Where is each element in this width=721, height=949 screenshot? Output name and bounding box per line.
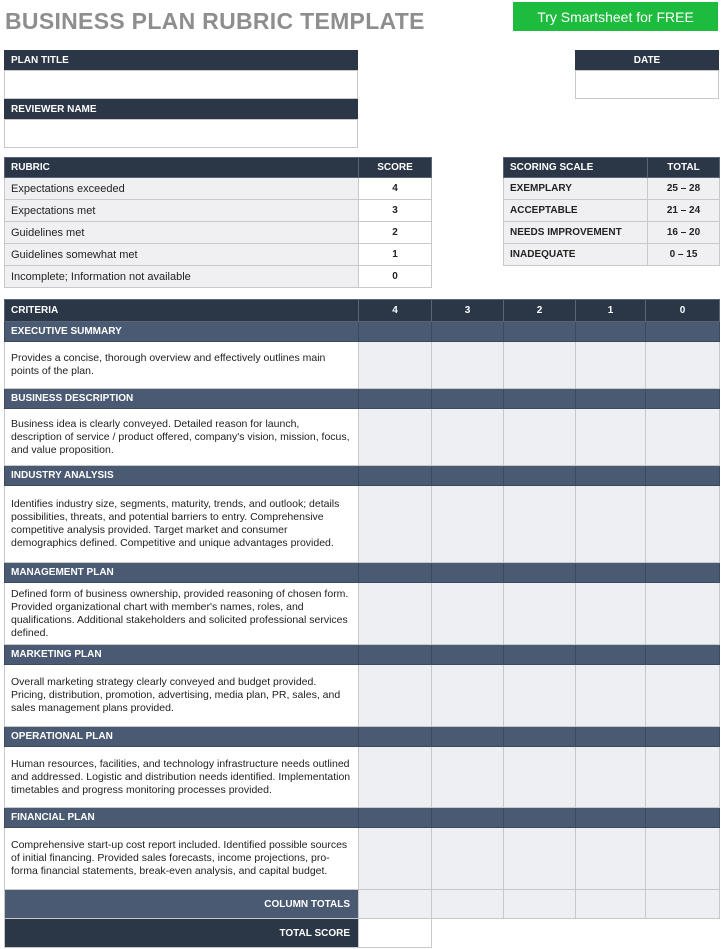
rubric-label: Guidelines somewhat met <box>5 244 359 266</box>
rubric-label: Incomplete; Information not available <box>5 266 359 288</box>
plan-title-field[interactable] <box>4 70 358 99</box>
score-cell[interactable] <box>646 828 720 890</box>
score-cell[interactable] <box>646 342 720 389</box>
score-cell[interactable] <box>359 828 432 890</box>
score-cell[interactable] <box>504 342 576 389</box>
score-cell[interactable] <box>646 747 720 808</box>
rubric-label: Expectations met <box>5 200 359 222</box>
score-cell[interactable] <box>432 409 504 466</box>
score-col-header: 2 <box>504 300 576 322</box>
column-total-cell[interactable] <box>432 890 504 919</box>
rubric-score: 2 <box>359 222 432 244</box>
score-cell[interactable] <box>576 828 646 890</box>
score-col-header: 4 <box>359 300 432 322</box>
score-cell[interactable] <box>646 486 720 563</box>
section-description: Defined form of business ownership, provided reasoning of chosen form. Provided organizational chart with member's names, roles, and qualifications. Additional stakeholders and solicited professional services defined. <box>5 583 359 645</box>
scale-range: 21 – 24 <box>648 200 720 222</box>
section-title: EXECUTIVE SUMMARY <box>5 322 359 342</box>
column-total-cell[interactable] <box>576 890 646 919</box>
total-header: TOTAL <box>648 158 720 178</box>
total-score-cell[interactable] <box>359 919 432 948</box>
scale-header: SCORING SCALE <box>504 158 648 178</box>
scale-label: NEEDS IMPROVEMENT <box>504 222 648 244</box>
date-label: DATE <box>575 50 719 70</box>
score-cell[interactable] <box>432 342 504 389</box>
score-cell[interactable] <box>432 583 504 645</box>
score-col-header: 1 <box>576 300 646 322</box>
score-cell[interactable] <box>359 665 432 727</box>
score-cell[interactable] <box>504 747 576 808</box>
scoring-scale-table <box>503 157 720 266</box>
score-cell[interactable] <box>432 747 504 808</box>
scale-range: 25 – 28 <box>648 178 720 200</box>
section-description: Business idea is clearly conveyed. Detailed reason for launch, description of service / product offered, company's vision, mission, focus, and value proposition. <box>5 409 359 466</box>
score-cell[interactable] <box>576 665 646 727</box>
score-cell[interactable] <box>576 583 646 645</box>
date-field[interactable] <box>575 70 719 99</box>
score-cell[interactable] <box>432 665 504 727</box>
try-smartsheet-button[interactable]: Try Smartsheet for FREE <box>513 2 718 31</box>
scale-range: 0 – 15 <box>648 244 720 266</box>
score-cell[interactable] <box>576 747 646 808</box>
section-title: OPERATIONAL PLAN <box>5 727 359 747</box>
score-cell[interactable] <box>504 583 576 645</box>
section-description: Overall marketing strategy clearly conveyed and budget provided. Pricing, distribution, promotion, advertising, media plan, PR, sales, and sales management plans provided. <box>5 665 359 727</box>
rubric-score: 4 <box>359 178 432 200</box>
page-title: BUSINESS PLAN RUBRIC TEMPLATE <box>5 8 425 34</box>
section-description: Provides a concise, thorough overview and effectively outlines main points of the plan. <box>5 342 359 389</box>
rubric-score: 3 <box>359 200 432 222</box>
score-cell[interactable] <box>432 828 504 890</box>
scale-label: ACCEPTABLE <box>504 200 648 222</box>
section-title: MARKETING PLAN <box>5 645 359 665</box>
score-cell[interactable] <box>504 828 576 890</box>
criteria-table <box>4 299 720 948</box>
section-description: Human resources, facilities, and technology infrastructure needs outlined and addressed. Logistic and distribution needs identified. Implementation timetables and progress monitoring processes provided. <box>5 747 359 808</box>
score-cell[interactable] <box>504 409 576 466</box>
column-total-cell[interactable] <box>504 890 576 919</box>
section-title: FINANCIAL PLAN <box>5 808 359 828</box>
criteria-header: CRITERIA <box>5 300 359 322</box>
section-description: Comprehensive start-up cost report included. Identified possible sources of initial financing. Provided sales forecasts, income projections, pro-forma financial statements, break-even analysis, and capital budget. <box>5 828 359 890</box>
score-cell[interactable] <box>504 665 576 727</box>
column-total-cell[interactable] <box>646 890 720 919</box>
score-cell[interactable] <box>359 342 432 389</box>
section-title: INDUSTRY ANALYSIS <box>5 466 359 486</box>
rubric-header: RUBRIC <box>5 158 359 178</box>
score-header: SCORE <box>359 158 432 178</box>
score-cell[interactable] <box>576 342 646 389</box>
reviewer-name-label: REVIEWER NAME <box>4 99 358 119</box>
score-cell[interactable] <box>646 665 720 727</box>
score-col-header: 3 <box>432 300 504 322</box>
plan-title-label: PLAN TITLE <box>4 50 358 70</box>
section-title: MANAGEMENT PLAN <box>5 563 359 583</box>
rubric-label: Guidelines met <box>5 222 359 244</box>
scale-range: 16 – 20 <box>648 222 720 244</box>
score-cell[interactable] <box>359 409 432 466</box>
reviewer-name-field[interactable] <box>4 119 358 148</box>
rubric-label: Expectations exceeded <box>5 178 359 200</box>
score-cell[interactable] <box>504 486 576 563</box>
score-cell[interactable] <box>646 409 720 466</box>
column-totals-label: COLUMN TOTALS <box>5 890 359 919</box>
section-title: BUSINESS DESCRIPTION <box>5 389 359 409</box>
score-cell[interactable] <box>359 486 432 563</box>
score-cell[interactable] <box>432 486 504 563</box>
rubric-score: 1 <box>359 244 432 266</box>
scale-label: INADEQUATE <box>504 244 648 266</box>
total-score-label: TOTAL SCORE <box>5 919 359 948</box>
score-col-header: 0 <box>646 300 720 322</box>
scale-label: EXEMPLARY <box>504 178 648 200</box>
rubric-table <box>4 157 432 288</box>
score-cell[interactable] <box>646 583 720 645</box>
column-total-cell[interactable] <box>359 890 432 919</box>
rubric-score: 0 <box>359 266 432 288</box>
score-cell[interactable] <box>576 486 646 563</box>
section-description: Identifies industry size, segments, maturity, trends, and outlook; details possibilities, threats, and potential barriers to entry. Comprehensive competitive analysis provided. Target market and consumer demographics defined. Competitive and unique advantages provided. <box>5 486 359 563</box>
score-cell[interactable] <box>359 747 432 808</box>
score-cell[interactable] <box>359 583 432 645</box>
score-cell[interactable] <box>576 409 646 466</box>
